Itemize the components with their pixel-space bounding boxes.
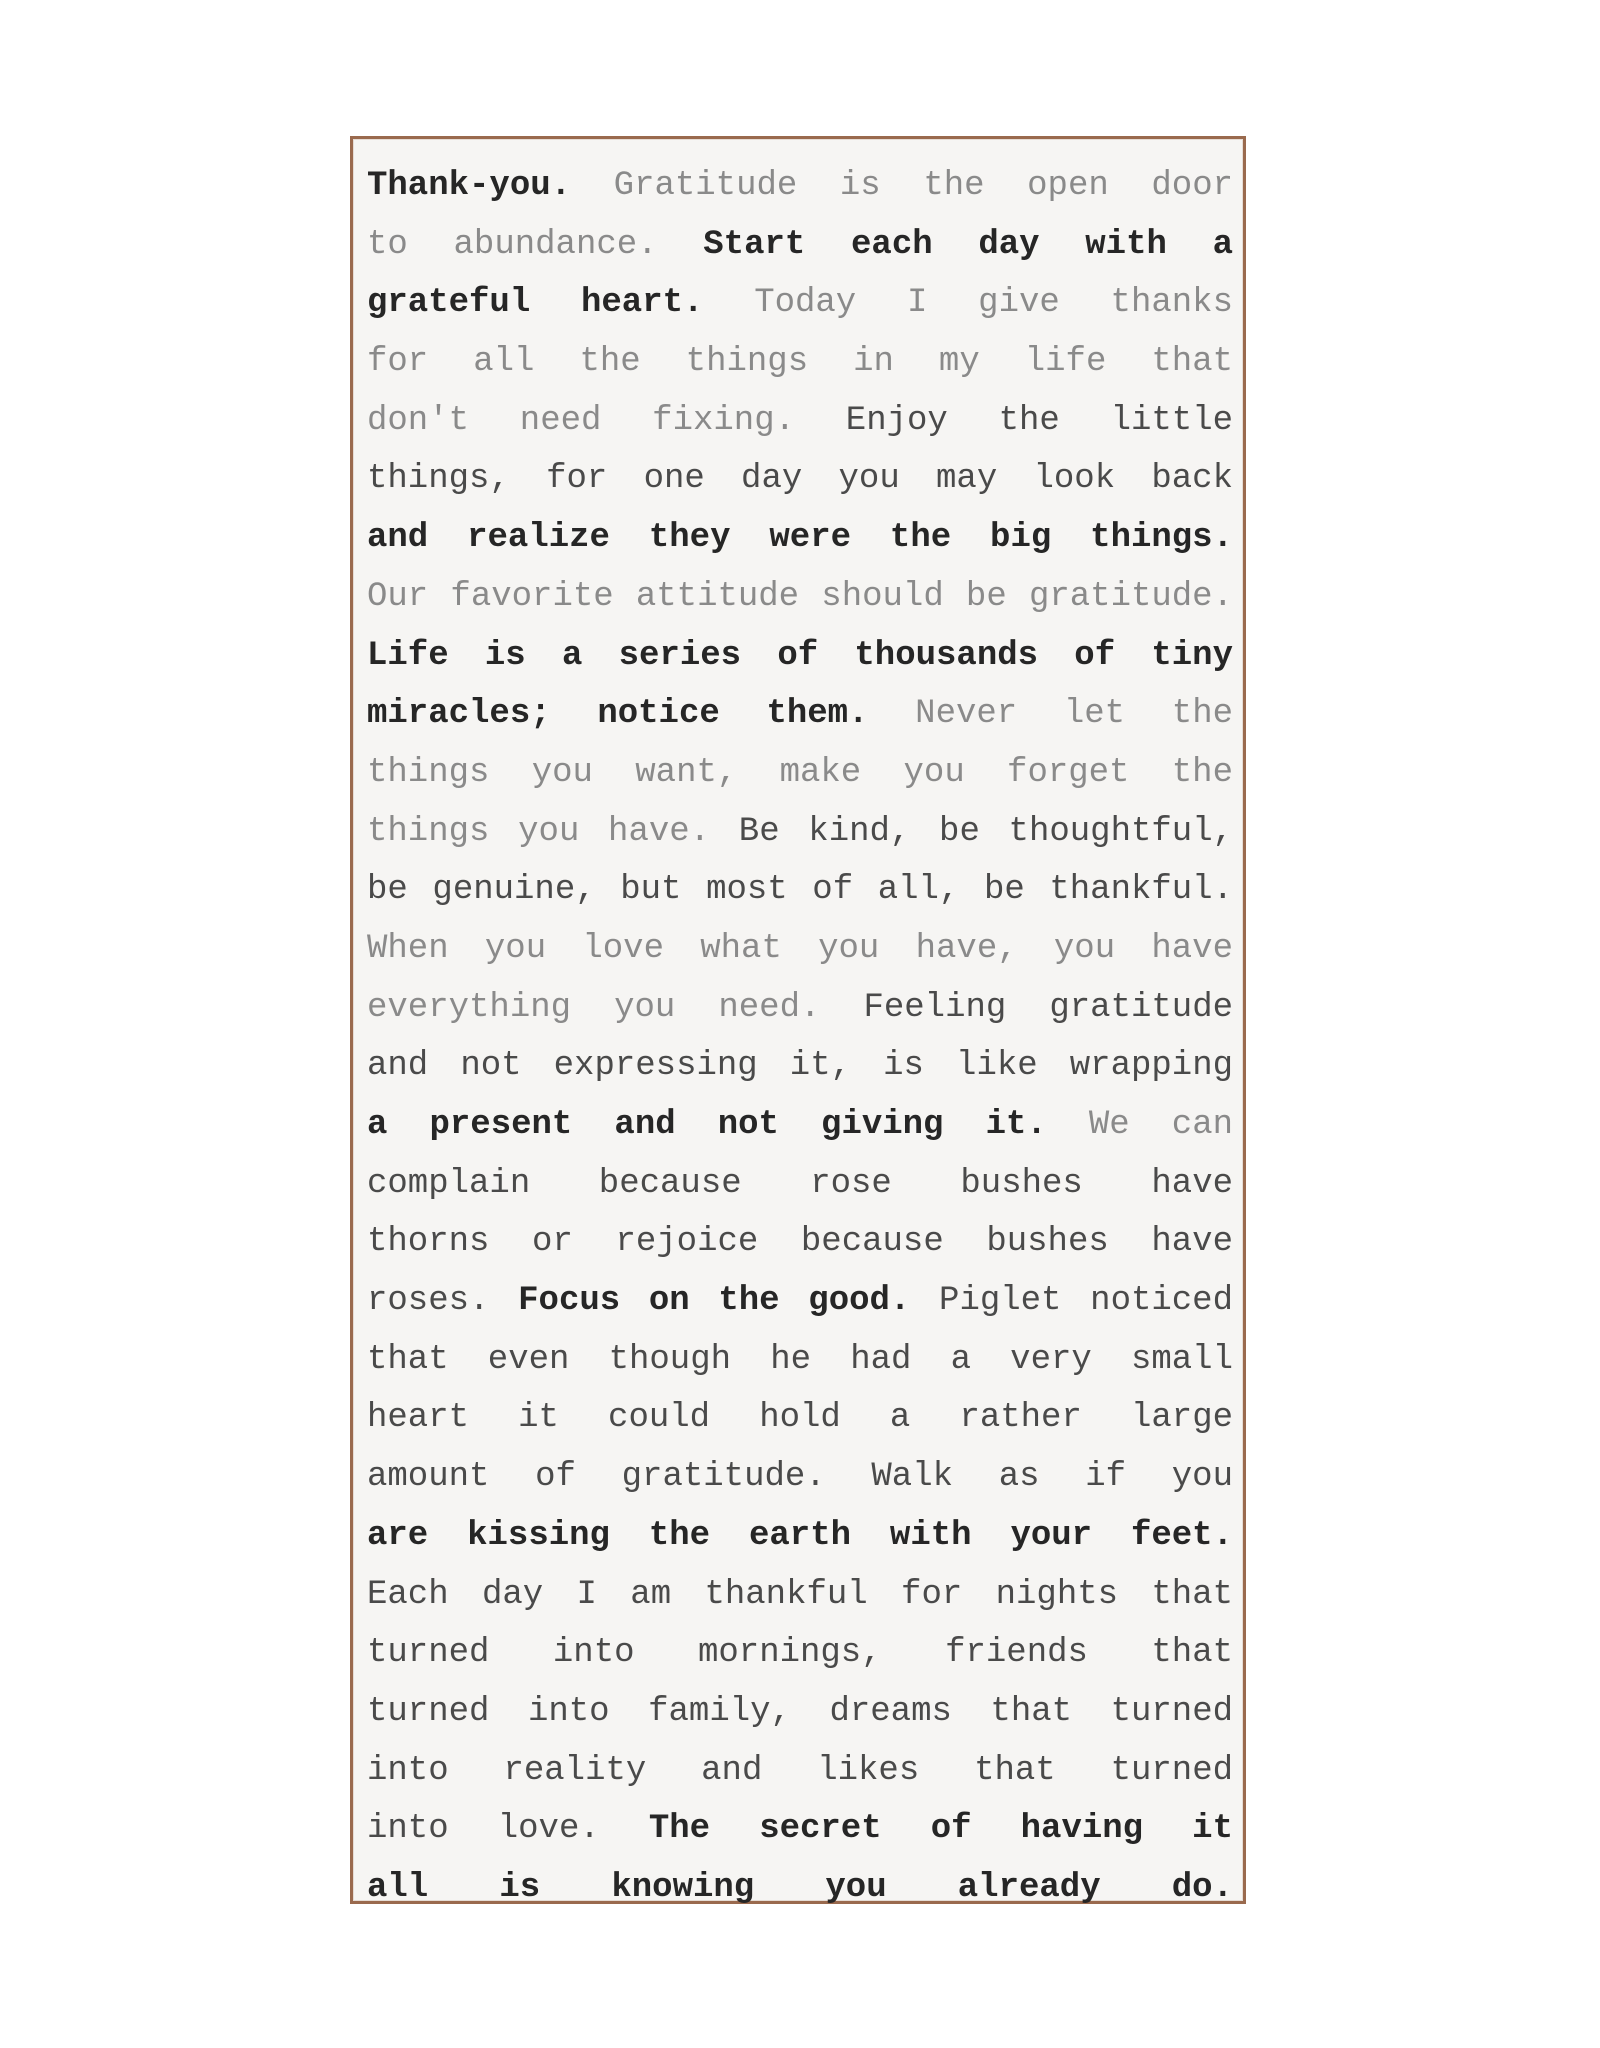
sign-text-line: [367, 1624, 1233, 1683]
sign-text-block: [367, 157, 1233, 1907]
sign-text-segment: Thank-you.: [367, 167, 572, 205]
sign-text-segment: things you have.: [367, 812, 711, 851]
sign-text-segment: a present and not giving it.: [367, 1106, 1047, 1144]
sign-text-line: [367, 744, 1233, 803]
sign-text-line: [367, 1507, 1233, 1566]
sign-text-segment: everything you need.: [367, 988, 821, 1027]
sign-text-line: [367, 333, 1233, 392]
sign-text-segment: Each day I am thankful for nights that: [367, 1575, 1233, 1614]
sign-text-segment: things you want, make you forget the: [367, 753, 1233, 792]
sign-text-segment: complain because rose bushes have: [367, 1164, 1233, 1203]
sign-text-segment: We can: [1046, 1106, 1233, 1144]
sign-text-segment: into love.: [367, 1810, 600, 1849]
sign-text-segment: Focus on the good.: [489, 1282, 911, 1321]
sign-text-segment: Life is a series of thousands of tiny: [367, 636, 1233, 675]
sign-text-line: [367, 1566, 1233, 1625]
sign-text-segment: for all the things in my life that: [367, 343, 1233, 382]
sign-text-segment: be genuine, but most of all, be thankful.: [367, 871, 1233, 910]
sign-text-line: [367, 392, 1233, 451]
sign-text-line: [367, 157, 1233, 216]
sign-text-line: [367, 509, 1233, 568]
sign-text-segment: Enjoy the little: [795, 401, 1233, 440]
sign-text-line: [367, 568, 1233, 627]
sign-text-segment: and realize they were the big things.: [367, 519, 1233, 558]
sign-text-segment: Feeling gratitude: [820, 988, 1233, 1027]
sign-text-segment: things, for one day you may look back: [367, 460, 1233, 499]
sign-text-segment: grateful heart.: [367, 284, 704, 323]
sign-text-segment: heart it could hold a rather large: [367, 1399, 1233, 1438]
sign-text-line: [367, 1096, 1233, 1155]
sign-text-segment: When you love what you have, you have: [367, 929, 1233, 968]
sign-text-segment: Never let the: [868, 695, 1233, 734]
sign-text-segment: are kissing the earth with your feet.: [367, 1516, 1233, 1555]
sign-text-line: [367, 216, 1233, 275]
sign-text-line: [367, 627, 1233, 686]
sign-text-line: [367, 450, 1233, 509]
sign-text-line: [367, 979, 1233, 1038]
sign-text-segment: into reality and likes that turned: [367, 1751, 1233, 1790]
sign-text-line: [367, 803, 1233, 862]
sign-text-line: [367, 1331, 1233, 1390]
sign-text-segment: thorns or rejoice because bushes have: [367, 1223, 1233, 1262]
sign-text-segment: roses.: [367, 1282, 490, 1321]
sign-text-segment: Our favorite attitude should be gratitude.: [367, 577, 1233, 616]
sign-text-segment: Be kind, be thoughtful,: [710, 812, 1233, 851]
sign-text-line: [367, 274, 1233, 333]
sign-text-segment: Piglet noticed: [910, 1282, 1233, 1321]
sign-text-segment: and not expressing it, is like wrapping: [367, 1047, 1233, 1086]
sign-text-segment: that even though he had a very small: [367, 1340, 1233, 1379]
sign-text-segment: Start each day with a: [657, 225, 1233, 264]
sign-text-line: [367, 861, 1233, 920]
sign-text-segment: The secret of having it: [599, 1810, 1233, 1849]
gratitude-sign: [350, 136, 1246, 1907]
sign-text-line: [367, 1389, 1233, 1448]
sign-text-line: [367, 1272, 1233, 1331]
sign-text-segment: amount of gratitude.: [367, 1458, 826, 1497]
sign-text-line: [367, 1448, 1233, 1507]
sign-text-segment: turned into family, dreams that turned: [367, 1692, 1233, 1731]
sign-text-segment: Walk as if you: [825, 1458, 1233, 1497]
sign-text-line: [367, 1859, 1233, 1918]
sign-text-segment: don't need fixing.: [367, 401, 796, 440]
sign-text-line: [367, 1037, 1233, 1096]
sign-text-line: [367, 920, 1233, 979]
sign-text-segment: Gratitude is the open door: [571, 167, 1233, 205]
sign-text-segment: all is knowing you already do.: [367, 1868, 1233, 1907]
sign-text-line: [367, 1683, 1233, 1742]
sign-text-segment: miracles; notice them.: [367, 695, 869, 734]
sign-text-line: [367, 1155, 1233, 1214]
sign-text-line: [367, 685, 1233, 744]
sign-text-line: [367, 1742, 1233, 1801]
sign-text-line: [367, 1800, 1233, 1859]
sign-text-segment: Today I give thanks: [703, 284, 1233, 323]
sign-text-segment: to abundance.: [367, 225, 658, 264]
sign-text-segment: turned into mornings, friends that: [367, 1634, 1233, 1673]
sign-text-line: [367, 1213, 1233, 1272]
